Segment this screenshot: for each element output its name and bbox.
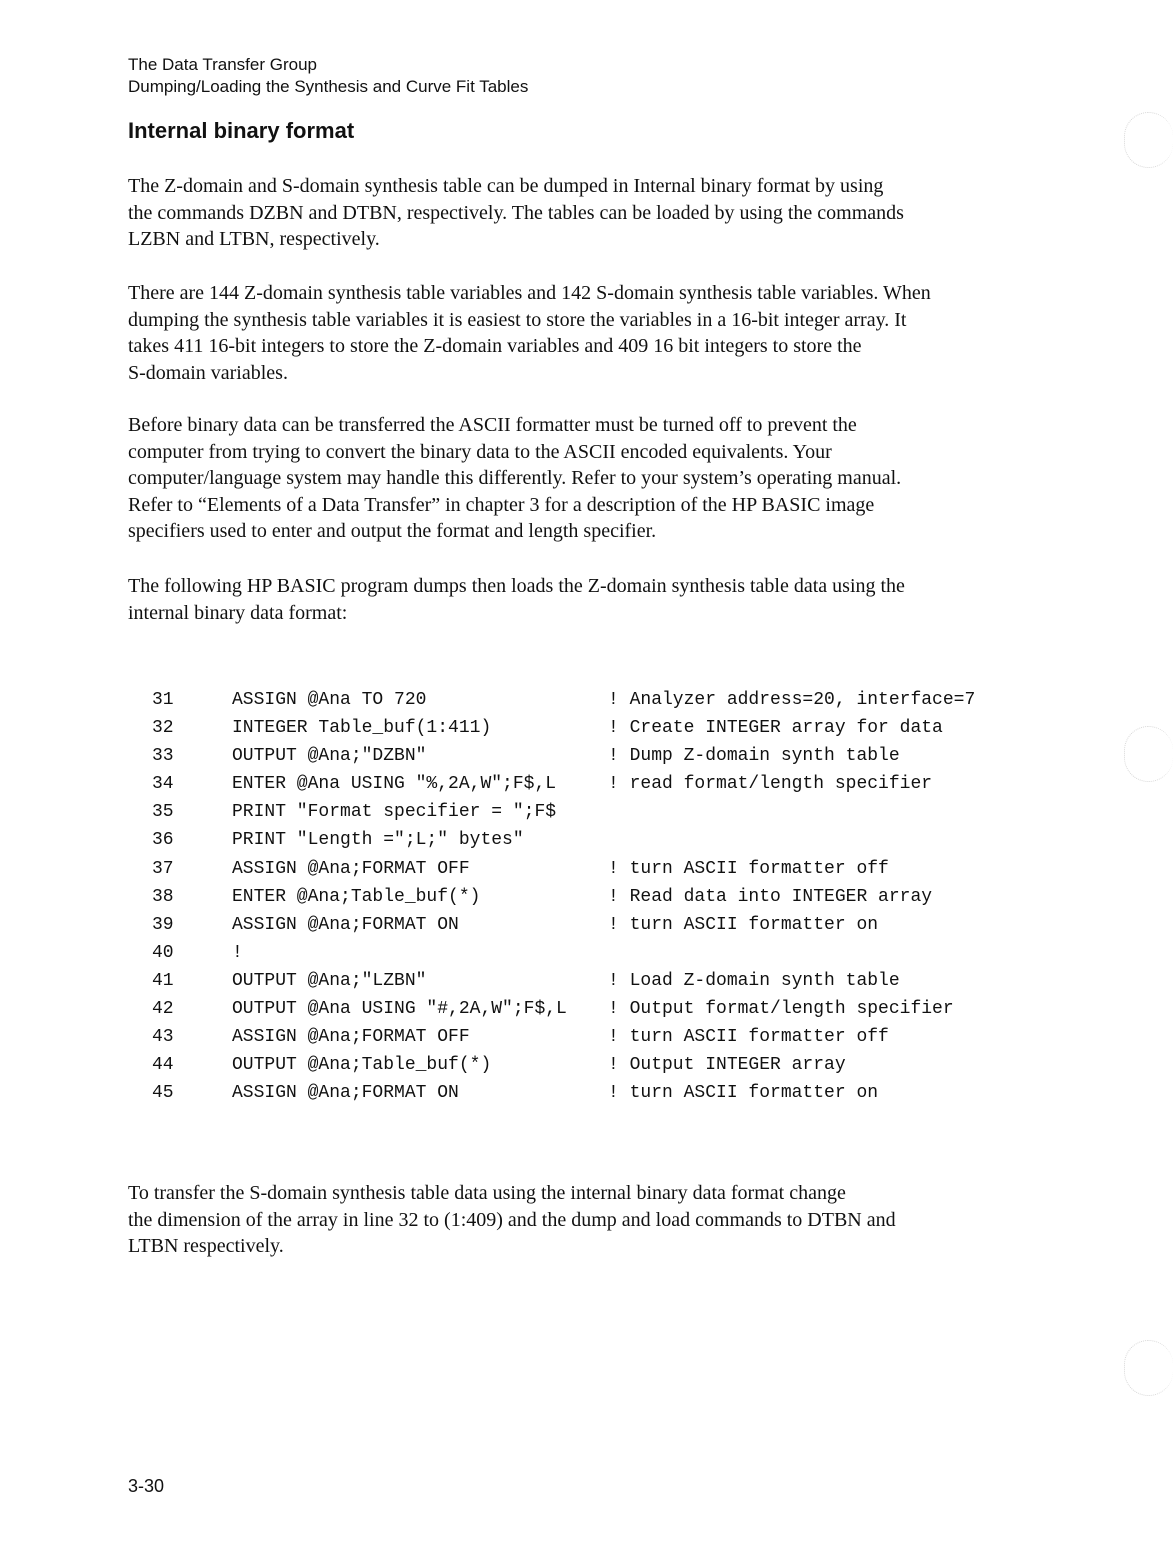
code-comment: ! turn ASCII formatter off — [608, 858, 889, 879]
paragraph-ascii-formatter — [128, 412, 1068, 545]
line-number: 43 — [152, 1027, 174, 1048]
paragraph-line: takes 411 16-bit integers to store the Z-domain variables and 409 16 bit integers to store the — [128, 335, 862, 357]
line-number: 36 — [152, 830, 174, 851]
code-statement: ASSIGN @Ana;FORMAT OFF — [232, 1027, 470, 1048]
line-number: 32 — [152, 718, 174, 739]
code-comment: ! turn ASCII formatter on — [608, 914, 879, 935]
paragraph-line: internal binary data format: — [128, 601, 348, 624]
code-comment: ! Create INTEGER array for data — [608, 718, 943, 739]
code-statement: ENTER @Ana USING "%,2A,W";F$,L — [232, 774, 557, 795]
line-number: 35 — [152, 802, 174, 823]
line-number: 39 — [152, 914, 174, 935]
paragraph-line: computer from trying to convert the binary data to the ASCII encoded equivalents. Your — [128, 440, 832, 463]
line-number: 37 — [152, 858, 174, 879]
code-comment: ! turn ASCII formatter on — [608, 1083, 879, 1104]
code-statement: OUTPUT @Ana;"DZBN" — [232, 746, 427, 767]
code-statement: ASSIGN @Ana TO 720 — [232, 690, 427, 710]
header-chapter: The Data Transfer Group — [128, 55, 317, 74]
paragraph-line: Refer to “Elements of a Data Transfer” in chapter 3 for a description of the HP BASIC image — [128, 493, 875, 516]
code-comment: ! read format/length specifier — [608, 774, 933, 795]
code-comment: ! Load Z-domain synth table — [608, 970, 900, 991]
line-number: 38 — [152, 886, 174, 907]
code-statement: PRINT "Length =";L;" bytes" — [232, 830, 524, 851]
code-statement: ENTER @Ana;Table_buf(*) — [232, 886, 481, 907]
code-statement: PRINT "Format specifier = ";F$ — [232, 802, 557, 823]
page-number: 3-30 — [128, 1476, 165, 1496]
line-number: 40 — [152, 942, 174, 963]
code-statement: ! — [232, 942, 243, 963]
code-statement: ASSIGN @Ana;FORMAT ON — [232, 1083, 459, 1104]
binder-hole-decoration — [1124, 1340, 1173, 1396]
code-statement: OUTPUT @Ana;Table_buf(*) — [232, 1055, 492, 1076]
code-statement: ASSIGN @Ana;FORMAT ON — [232, 914, 459, 935]
code-comment: ! Analyzer address=20, interface=7 — [608, 690, 976, 710]
paragraph-line: dumping the synthesis table variables it is easiest to store the variables in a 16-bit integer array. It — [128, 308, 907, 331]
paragraph-line: LTBN respectively. — [128, 1235, 284, 1257]
line-number: 34 — [152, 774, 174, 795]
paragraph-line: The Z-domain and S-domain synthesis table can be dumped in Internal binary format by using — [128, 175, 884, 197]
paragraph-line: Before binary data can be transferred the ASCII formatter must be turned off to prevent the — [128, 414, 857, 436]
code-statement: INTEGER Table_buf(1:411) — [232, 718, 492, 739]
paragraph-intro — [128, 173, 1068, 253]
paragraph-line: S-domain variables. — [128, 361, 288, 384]
header-section: Dumping/Loading the Synthesis and Curve Fit Tables — [128, 77, 529, 96]
code-comment: ! Output format/length specifier — [608, 999, 954, 1020]
paragraph-line: computer/language system may handle this differently. Refer to your system’s operating manual. — [128, 467, 902, 489]
paragraph-line: the commands DZBN and DTBN, respectively. The tables can be loaded by using the commands — [128, 201, 904, 224]
paragraph-s-domain-transfer — [128, 1180, 1068, 1260]
binder-hole-decoration — [1124, 726, 1173, 782]
paragraph-variable-counts — [128, 280, 1068, 386]
code-statement: OUTPUT @Ana USING "#,2A,W";F$,L — [232, 999, 567, 1020]
paragraph-line: The following HP BASIC program dumps then loads the Z-domain synthesis table data using the — [128, 575, 905, 597]
binder-hole-decoration — [1124, 112, 1173, 168]
running-header — [128, 54, 528, 98]
code-comment: ! Read data into INTEGER array — [608, 886, 933, 907]
line-number: 42 — [152, 999, 174, 1020]
paragraph-program-intro — [128, 573, 1068, 626]
paragraph-line: There are 144 Z-domain synthesis table variables and 142 S-domain synthesis table variables. When — [128, 282, 931, 304]
line-number: 45 — [152, 1083, 174, 1104]
paragraph-line: To transfer the S-domain synthesis table data using the internal binary data format change — [128, 1182, 846, 1204]
line-number: 44 — [152, 1055, 174, 1076]
code-comment: ! Dump Z-domain synth table — [608, 746, 900, 767]
code-statement: ASSIGN @Ana;FORMAT OFF — [232, 858, 470, 879]
code-comment: ! turn ASCII formatter off — [608, 1027, 889, 1048]
line-number: 33 — [152, 746, 174, 767]
paragraph-line: the dimension of the array in line 32 to (1:409) and the dump and load commands to DTBN and — [128, 1208, 896, 1231]
paragraph-line: specifiers used to enter and output the format and length specifier. — [128, 520, 657, 542]
section-title: Internal binary format — [128, 118, 355, 143]
line-number: 41 — [152, 970, 174, 991]
paragraph-line: LZBN and LTBN, respectively. — [128, 228, 380, 250]
line-number: 31 — [152, 690, 174, 710]
code-statement: OUTPUT @Ana;"LZBN" — [232, 970, 427, 991]
code-comment: ! Output INTEGER array — [608, 1055, 846, 1076]
